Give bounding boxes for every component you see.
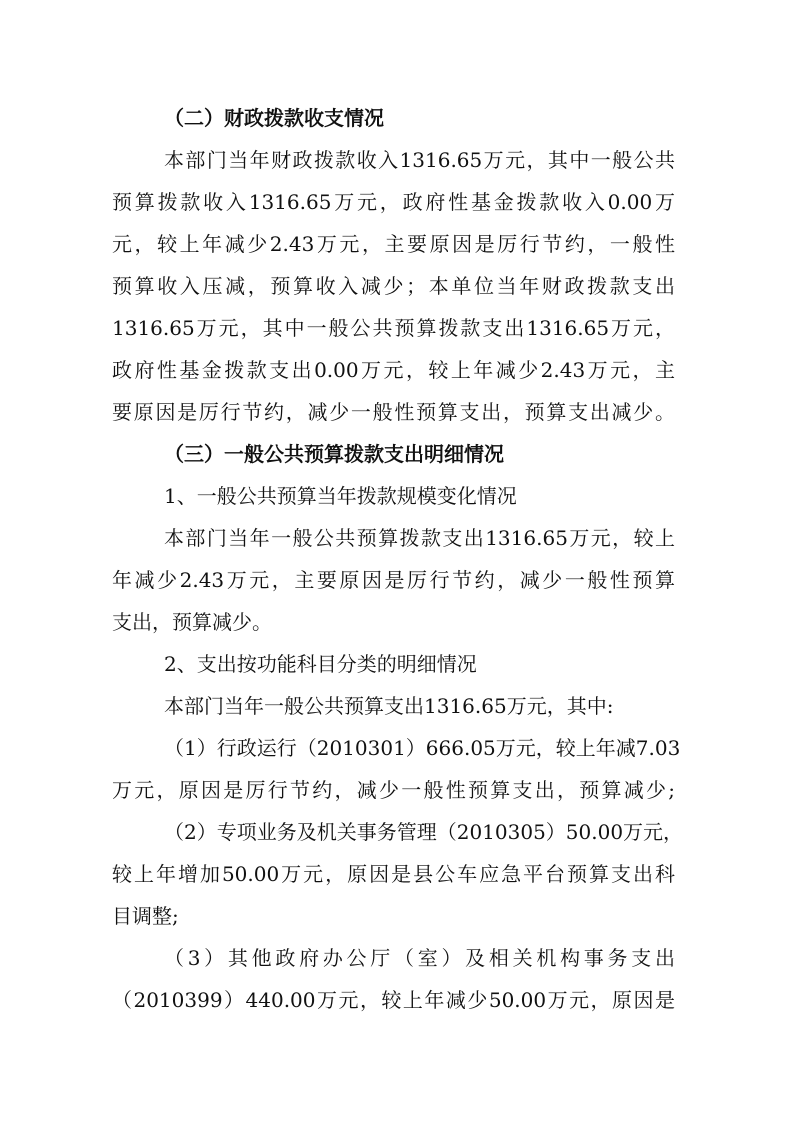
subheading-functional-classification: 2、支出按功能科目分类的明细情况 xyxy=(164,652,477,676)
paragraph-line: 支出，预算减少。 xyxy=(112,610,272,634)
list-item-line: （2）专项业务及机关事务管理（2010305）50.00万元， xyxy=(164,820,684,844)
section-heading-fiscal-appropriation: （二）财政拨款收支情况 xyxy=(164,106,384,130)
paragraph-line: 预算拨款收入1316.65万元，政府性基金拨款收入0.00万 xyxy=(112,190,675,214)
list-item-line: 目调整; xyxy=(112,904,179,928)
section-heading-general-budget-detail: （三）一般公共预算拨款支出明细情况 xyxy=(164,442,504,466)
paragraph-line: 政府性基金拨款支出0.00万元，较上年减少2.43万元，主 xyxy=(112,358,675,382)
subheading-scale-change: 1、一般公共预算当年拨款规模变化情况 xyxy=(164,484,517,508)
paragraph-line: 本部门当年财政拨款收入1316.65万元，其中一般公共 xyxy=(164,148,675,172)
paragraph-line: 预算收入压减，预算收入减少；本单位当年财政拨款支出 xyxy=(112,274,675,298)
list-item-line: （2010399）440.00万元，较上年减少50.00万元，原因是 xyxy=(112,988,675,1012)
list-item-line: （3）其他政府办公厅（室）及相关机构事务支出 xyxy=(164,946,675,970)
paragraph-line: 要原因是厉行节约，减少一般性预算支出，预算支出减少。 xyxy=(112,400,675,424)
paragraph-line: 元，较上年减少2.43万元，主要原因是厉行节约，一般性 xyxy=(112,232,675,256)
paragraph-line: 1316.65万元，其中一般公共预算拨款支出1316.65万元， xyxy=(112,316,675,340)
paragraph-line: 本部门当年一般公共预算支出1316.65万元，其中: xyxy=(164,694,614,718)
list-item-line: 万元，原因是厉行节约，减少一般性预算支出，预算减少; xyxy=(112,778,675,802)
list-item-line: 较上年增加50.00万元，原因是县公车应急平台预算支出科 xyxy=(112,862,675,886)
paragraph-line: 年减少2.43万元，主要原因是厉行节约，减少一般性预算 xyxy=(112,568,675,592)
list-item-line: （1）行政运行（2010301）666.05万元，较上年减7.03 xyxy=(164,736,681,760)
paragraph-line: 本部门当年一般公共预算拨款支出1316.65万元，较上 xyxy=(164,526,675,550)
